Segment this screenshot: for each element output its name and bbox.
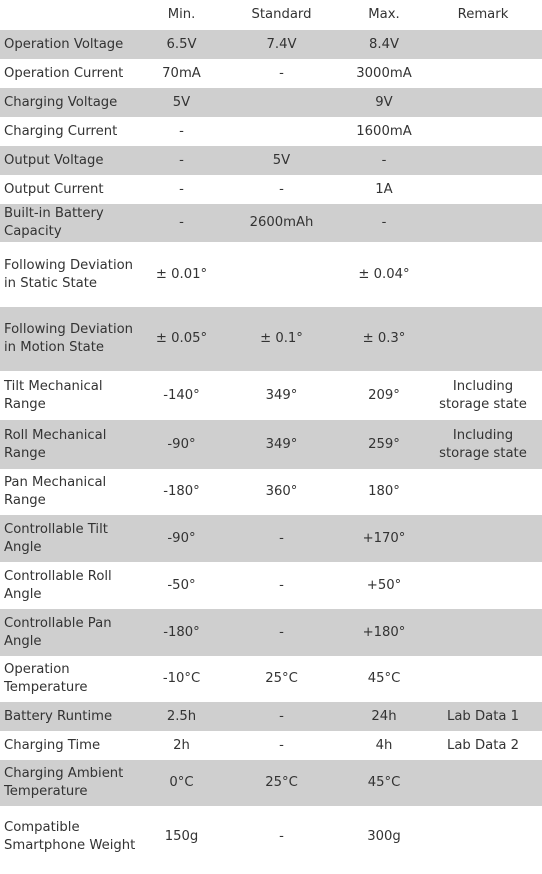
cell-name: Roll Mechanical Range <box>0 420 144 469</box>
header-row <box>0 0 542 30</box>
header-cell-remark: Remark <box>424 0 542 30</box>
cell-name: Output Current <box>0 175 144 204</box>
cell-min: -90° <box>144 515 219 562</box>
cell-min: -90° <box>144 420 219 469</box>
cell-max: 9V <box>344 88 424 117</box>
cell-max: - <box>344 204 424 242</box>
cell-name: Following Deviation in Motion State <box>0 307 144 371</box>
cell-std: 349° <box>219 420 344 469</box>
table-row <box>0 59 542 88</box>
cell-min: -140° <box>144 371 219 420</box>
cell-std: - <box>219 59 344 88</box>
cell-std: - <box>219 175 344 204</box>
cell-remark: Including storage state <box>424 420 542 469</box>
cell-std: - <box>219 609 344 656</box>
cell-remark <box>424 59 542 88</box>
header-cell-max: Max. <box>344 0 424 30</box>
cell-max: ± 0.3° <box>344 307 424 371</box>
cell-std: ± 0.1° <box>219 307 344 371</box>
cell-name: Output Voltage <box>0 146 144 175</box>
table-row <box>0 242 542 307</box>
header-cell-min: Min. <box>144 0 219 30</box>
table-row <box>0 562 542 609</box>
cell-remark <box>424 30 542 59</box>
cell-remark <box>424 806 542 867</box>
table-row <box>0 420 542 469</box>
table-row <box>0 760 542 806</box>
table-row <box>0 88 542 117</box>
cell-min: - <box>144 146 219 175</box>
cell-min: 150g <box>144 806 219 867</box>
cell-remark <box>424 204 542 242</box>
cell-min: -50° <box>144 562 219 609</box>
cell-name: Operation Voltage <box>0 30 144 59</box>
cell-name: Compatible Smartphone Weight <box>0 806 144 867</box>
cell-max: 209° <box>344 371 424 420</box>
cell-std: 360° <box>219 469 344 515</box>
cell-max: 1A <box>344 175 424 204</box>
cell-name: Controllable Pan Angle <box>0 609 144 656</box>
cell-max: - <box>344 146 424 175</box>
cell-min: - <box>144 175 219 204</box>
cell-remark <box>424 760 542 806</box>
cell-min: -180° <box>144 609 219 656</box>
cell-remark <box>424 146 542 175</box>
cell-max: 259° <box>344 420 424 469</box>
cell-std <box>219 117 344 146</box>
cell-min: ± 0.01° <box>144 242 219 307</box>
cell-name: Operation Current <box>0 59 144 88</box>
cell-std: - <box>219 731 344 760</box>
header-cell-parameter <box>0 0 144 30</box>
cell-std: - <box>219 515 344 562</box>
table-row <box>0 204 542 242</box>
cell-min: -180° <box>144 469 219 515</box>
cell-min: -10°C <box>144 656 219 702</box>
cell-max: 8.4V <box>344 30 424 59</box>
cell-remark <box>424 562 542 609</box>
table-row <box>0 175 542 204</box>
cell-remark <box>424 609 542 656</box>
cell-name: Charging Current <box>0 117 144 146</box>
spec-table-body <box>0 30 542 867</box>
cell-std: - <box>219 562 344 609</box>
header-cell-standard: Standard <box>219 0 344 30</box>
cell-min: 0°C <box>144 760 219 806</box>
cell-remark <box>424 242 542 307</box>
table-row <box>0 515 542 562</box>
cell-remark: Lab Data 2 <box>424 731 542 760</box>
cell-max: +180° <box>344 609 424 656</box>
table-row <box>0 371 542 420</box>
cell-remark <box>424 307 542 371</box>
cell-min: - <box>144 117 219 146</box>
cell-name: Charging Voltage <box>0 88 144 117</box>
cell-max: +50° <box>344 562 424 609</box>
cell-remark <box>424 117 542 146</box>
cell-name: Charging Time <box>0 731 144 760</box>
cell-std: 25°C <box>219 656 344 702</box>
cell-min: 2.5h <box>144 702 219 731</box>
cell-min: - <box>144 204 219 242</box>
cell-std: - <box>219 806 344 867</box>
cell-min: 5V <box>144 88 219 117</box>
cell-min: 2h <box>144 731 219 760</box>
cell-max: 1600mA <box>344 117 424 146</box>
cell-min: ± 0.05° <box>144 307 219 371</box>
cell-remark <box>424 515 542 562</box>
cell-max: 3000mA <box>344 59 424 88</box>
cell-std: 5V <box>219 146 344 175</box>
cell-name: Charging Ambient Temperature <box>0 760 144 806</box>
cell-std <box>219 88 344 117</box>
cell-max: ± 0.04° <box>344 242 424 307</box>
cell-max: 180° <box>344 469 424 515</box>
cell-remark <box>424 656 542 702</box>
table-row <box>0 806 542 867</box>
cell-std: 25°C <box>219 760 344 806</box>
cell-std: - <box>219 702 344 731</box>
table-row <box>0 656 542 702</box>
cell-name: Controllable Roll Angle <box>0 562 144 609</box>
table-row <box>0 702 542 731</box>
cell-min: 70mA <box>144 59 219 88</box>
cell-std: 2600mAh <box>219 204 344 242</box>
table-row <box>0 469 542 515</box>
cell-max: 4h <box>344 731 424 760</box>
cell-std: 349° <box>219 371 344 420</box>
cell-max: +170° <box>344 515 424 562</box>
cell-max: 45°C <box>344 656 424 702</box>
cell-remark: Lab Data 1 <box>424 702 542 731</box>
table-row <box>0 609 542 656</box>
cell-name: Controllable Tilt Angle <box>0 515 144 562</box>
cell-remark <box>424 88 542 117</box>
table-row <box>0 146 542 175</box>
table-row <box>0 117 542 146</box>
cell-min: 6.5V <box>144 30 219 59</box>
cell-name: Operation Temperature <box>0 656 144 702</box>
table-row <box>0 731 542 760</box>
cell-remark: Including storage state <box>424 371 542 420</box>
table-row <box>0 307 542 371</box>
cell-name: Following Deviation in Static State <box>0 242 144 307</box>
cell-name: Tilt Mechanical Range <box>0 371 144 420</box>
cell-std: 7.4V <box>219 30 344 59</box>
cell-max: 45°C <box>344 760 424 806</box>
cell-name: Built-in Battery Capacity <box>0 204 144 242</box>
cell-max: 24h <box>344 702 424 731</box>
cell-name: Pan Mechanical Range <box>0 469 144 515</box>
cell-remark <box>424 175 542 204</box>
cell-remark <box>424 469 542 515</box>
table-row <box>0 30 542 59</box>
cell-name: Battery Runtime <box>0 702 144 731</box>
cell-std <box>219 242 344 307</box>
cell-max: 300g <box>344 806 424 867</box>
